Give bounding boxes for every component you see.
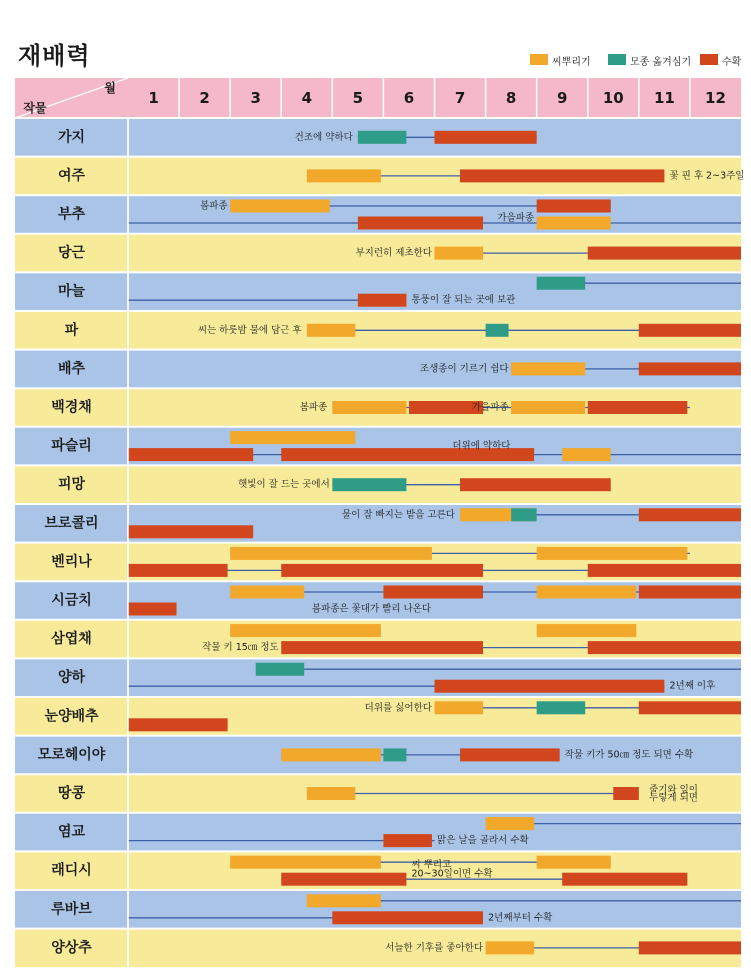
bar-harvest [588,641,741,654]
page-title: 재배력 [18,42,91,70]
crop-label: 루바브 [51,901,92,918]
crop-label: 래디시 [51,862,92,879]
crop-label: 피망 [57,476,86,493]
bar-harvest [639,701,741,714]
bar-sow [511,401,585,414]
crop-label: 부추 [57,206,86,223]
bar-sow [230,200,330,213]
note-label: 작물 키가 50㎝ 정도 되면 수확 [564,749,694,761]
month-label-11: 11 [653,89,675,107]
bar-sow [230,624,381,637]
legend-label-transplant: 모종 옮겨심기 [630,57,692,68]
bar-harvest [588,564,741,577]
note-label: 맑은 날을 골라서 수확 [437,835,529,847]
bar-sow [537,547,688,560]
crop-label: 시금치 [51,592,92,609]
note-label: 물이 잘 빠지는 밭을 고른다 [341,509,455,521]
crop-label: 염교 [57,824,86,841]
bar-sow [562,448,611,461]
month-label-5: 5 [352,89,364,107]
note-label: 더위를 싫어한다 [364,702,432,714]
bar-harvest [383,834,432,847]
note-label: 봄파종 [200,200,228,212]
crop-label: 양상추 [51,939,92,956]
bar-transplant [511,508,537,521]
note-label: 조생종이 기르기 쉽다 [419,363,509,375]
note-label: 꽃 핀 후 2~3주일 [669,170,745,182]
month-label-9: 9 [556,89,568,107]
bar-harvest [435,131,537,144]
bar-harvest [639,324,741,337]
bar-harvest [460,169,664,182]
crop-row-bg [15,813,741,852]
note-label: 서늘한 기후를 좋아한다 [385,942,484,954]
bar-harvest [281,641,483,654]
bar-harvest [460,748,560,761]
bar-harvest [358,217,483,230]
crop-label: 땅콩 [57,785,86,802]
month-label-7: 7 [454,89,466,107]
crop-label: 삼엽채 [51,631,92,648]
bar-sow [307,169,381,182]
bar-harvest [332,911,483,924]
bar-sow [230,586,304,599]
bar-harvest [613,787,639,800]
note-label: 20~30일이면 수확 [411,868,493,880]
bar-sow [230,431,355,444]
legend-label-harvest: 수확 [722,57,742,68]
bar-transplant [537,701,586,714]
note-label: 작물 키 15㎝ 정도 [202,642,279,654]
month-label-2: 2 [199,89,210,107]
month-label-12: 12 [705,89,726,107]
crop-label: 파 [64,322,79,339]
note-label: 2년째부터 수확 [488,912,553,924]
crop-label: 여주 [57,167,86,184]
bar-harvest [281,873,406,886]
bar-harvest [128,448,253,461]
note-label: 가을파종 [471,402,509,413]
bar-transplant [256,663,305,676]
month-label-3: 3 [250,89,261,107]
bar-harvest [588,247,741,260]
bar-harvest [128,603,177,616]
bar-sow [511,362,585,375]
month-label-6: 6 [403,89,415,107]
bar-sow [230,547,432,560]
crop-label: 모로헤이야 [37,746,106,763]
bar-harvest [128,525,253,538]
header-month-label: 월 [104,81,116,95]
bar-sow [281,748,381,761]
bar-harvest [358,294,407,307]
bar-sow [307,894,381,907]
bar-sow [307,787,356,800]
note-label: 씨 뿌리고 [411,859,452,871]
note-label: 더위에 약하다 [452,440,511,452]
note-label: 부지런히 제초한다 [355,247,432,259]
note-label: 줄기와 잎이 [649,784,698,796]
bar-transplant [358,131,407,144]
note-label: 가을파종 [497,212,535,224]
header-band [15,78,741,118]
bar-harvest [537,200,611,213]
note-label: 봄파종 [299,402,328,413]
crop-label: 브로콜리 [44,515,99,532]
bar-harvest [128,564,228,577]
bar-transplant [537,277,586,290]
bar-harvest [639,508,741,521]
bar-sow [332,401,406,414]
bar-harvest [639,586,741,599]
note-label: 봄파종은 꽃대가 빨리 나온다 [311,603,432,615]
bar-sow [486,941,535,954]
note-label: 씨는 하룻밤 물에 담근 후 [197,324,302,336]
bar-sow [486,817,535,830]
bar-harvest [639,941,741,954]
bar-sow [537,624,637,637]
month-label-1: 1 [148,89,159,107]
crop-label: 백경채 [51,399,92,416]
bar-transplant [486,324,509,337]
bar-harvest [460,478,611,491]
bar-harvest [128,718,228,731]
crop-label: 당근 [57,245,86,262]
bar-sow [230,856,381,869]
bar-sow [537,586,637,599]
bar-sow [435,247,484,260]
crop-label: 양하 [57,669,86,686]
bar-harvest [281,564,483,577]
note-label: 누렇게 되면 [649,792,698,804]
crop-label: 배추 [57,360,86,377]
bar-transplant [332,478,406,491]
month-label-10: 10 [602,89,624,107]
bar-sow [537,217,611,230]
bar-harvest [383,586,483,599]
crop-label: 마늘 [57,283,86,300]
bar-sow [537,856,611,869]
bar-transplant [383,748,406,761]
note-label: 햇빛이 잘 드는 곳에서 [238,479,330,491]
crop-label: 벤리나 [51,553,92,570]
legend-label-sow: 씨뿌리기 [552,57,591,68]
bar-harvest [562,873,687,886]
crop-label: 눈양배추 [44,708,99,725]
month-label-8: 8 [505,89,517,107]
note-label: 2년째 이후 [669,680,716,692]
crop-label: 파슬리 [51,438,92,455]
bar-sow [307,324,356,337]
bar-sow [435,701,484,714]
note-label: 통풍이 잘 되는 곳에 보관 [411,294,516,306]
note-label: 건조에 약하다 [294,131,353,143]
bar-harvest [588,401,688,414]
bar-harvest [639,362,741,375]
bar-harvest [435,680,665,693]
month-label-4: 4 [301,89,313,107]
crop-label: 가지 [57,129,86,146]
header-crop-label: 작물 [23,101,47,115]
